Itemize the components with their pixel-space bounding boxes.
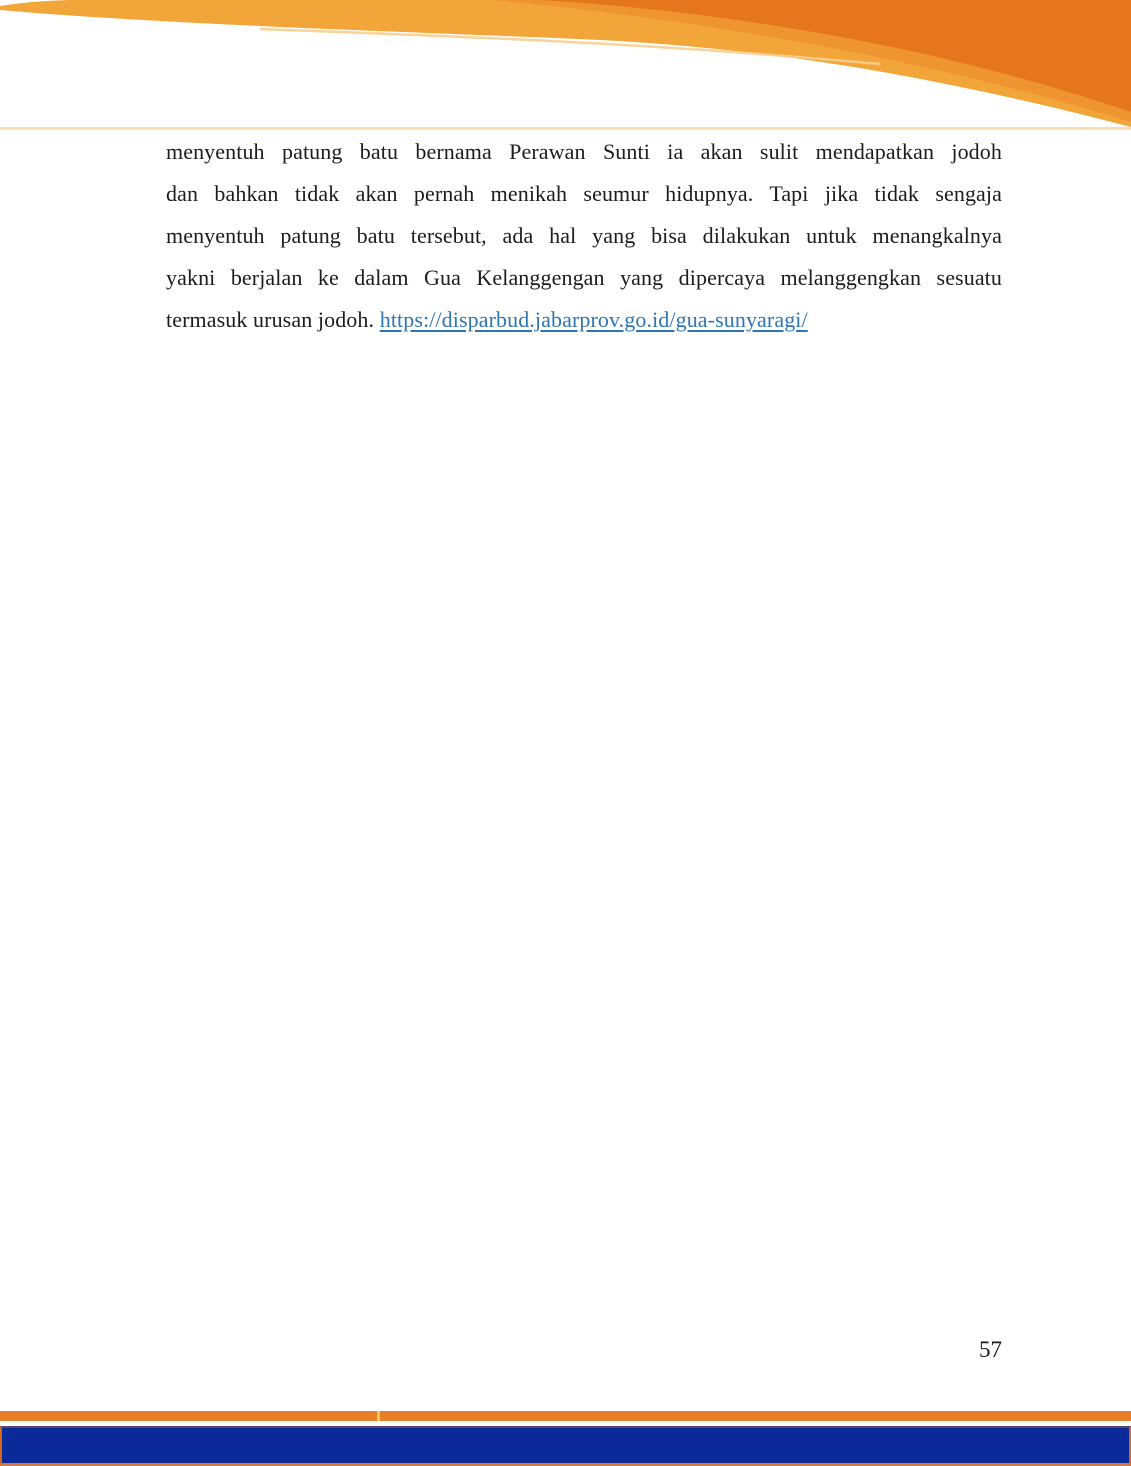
- paragraph-line: yakni berjalan ke dalam Gua Kelanggengan yang dipercaya melanggengkan sesuatu: [166, 265, 1002, 290]
- paragraph-last-line: [166, 299, 1002, 341]
- paragraph-line: dan bahkan tidak akan pernah menikah seumur hidupnya. Tapi jika tidak sengaja: [166, 181, 1002, 206]
- paragraph-line: menyentuh patung batu bernama Perawan Sunti ia akan sulit mendapatkan jodoh: [166, 139, 1002, 164]
- paragraph-last-line-text: termasuk urusan jodoh.: [166, 307, 380, 332]
- external-link[interactable]: https://disparbud.jabarprov.go.id/gua-sunyaragi/: [379, 307, 808, 332]
- paragraph-line: menyentuh patung batu tersebut, ada hal yang bisa dilakukan untuk menangkalnya: [166, 223, 1002, 248]
- page-number: 57: [979, 1337, 1002, 1362]
- footer-bar-divider: [377, 1411, 380, 1421]
- header-divider-rule: [0, 127, 1131, 130]
- footer-orange-bar: [0, 1411, 1131, 1421]
- footer-blue-bar: [0, 1426, 1131, 1466]
- header-swoosh-graphic: [0, 0, 1131, 131]
- body-paragraph: [166, 131, 1002, 341]
